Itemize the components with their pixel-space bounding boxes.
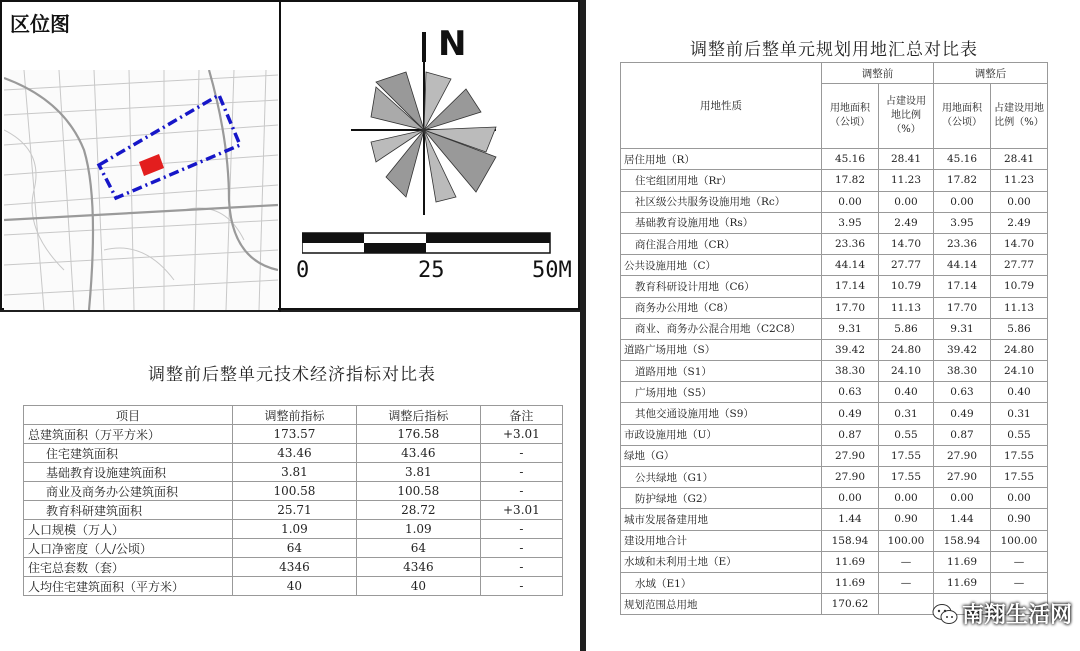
note-cell: - xyxy=(480,463,562,482)
table-row xyxy=(621,361,1048,382)
land-type-cell: 公共绿地（G1） xyxy=(621,467,822,488)
table-row xyxy=(621,551,1048,572)
land-type-cell: 居住用地（R） xyxy=(621,149,822,170)
area-before-cell: 38.30 xyxy=(822,361,879,382)
ratio-before-cell: 0.31 xyxy=(879,403,934,424)
after-cell: 43.46 xyxy=(356,444,480,463)
ratio-after-cell: 10.79 xyxy=(991,276,1048,297)
ratio-before-cell: 24.10 xyxy=(879,361,934,382)
area-after-cell: 0.00 xyxy=(934,488,991,509)
ratio-after-cell: 0.90 xyxy=(991,509,1048,530)
ratio-after-cell: 0.31 xyxy=(991,403,1048,424)
ratio-before-cell xyxy=(879,594,934,615)
after-cell: 40 xyxy=(356,577,480,596)
before-cell: 100.58 xyxy=(233,482,357,501)
item-cell: 总建筑面积（万平方米） xyxy=(24,425,233,444)
after-cell: 28.72 xyxy=(356,501,480,520)
watermark-text: 南翔生活网 xyxy=(961,603,1072,628)
table-row xyxy=(621,318,1048,339)
note-cell: - xyxy=(480,539,562,558)
area-before-cell: 23.36 xyxy=(822,233,879,254)
area-before-cell: 39.42 xyxy=(822,339,879,360)
ratio-after-cell: 2.49 xyxy=(991,212,1048,233)
table-row xyxy=(621,297,1048,318)
area-after-cell: 39.42 xyxy=(934,339,991,360)
ratio-after-cell: — xyxy=(991,551,1048,572)
area-before-cell: 0.00 xyxy=(822,191,879,212)
area-after-cell: 27.90 xyxy=(934,445,991,466)
wind-rose-icon xyxy=(346,27,506,217)
note-cell: - xyxy=(480,482,562,501)
area-after-cell: 17.14 xyxy=(934,276,991,297)
scale-label-25: 25 xyxy=(418,258,445,283)
land-table-title: 调整前后整单元规划用地汇总对比表 xyxy=(690,40,978,60)
table-header-row xyxy=(24,406,563,425)
header-after: 调整后指标 xyxy=(356,406,480,425)
area-after-cell: 3.95 xyxy=(934,212,991,233)
item-cell: 教育科研建筑面积 xyxy=(24,501,233,520)
land-type-cell: 住宅组团用地（Rr） xyxy=(621,170,822,191)
table-row xyxy=(621,403,1048,424)
header-before: 调整前指标 xyxy=(233,406,357,425)
ratio-after-cell: 11.23 xyxy=(991,170,1048,191)
ratio-before-cell: 28.41 xyxy=(879,149,934,170)
after-cell: 1.09 xyxy=(356,520,480,539)
ratio-after-cell: 0.00 xyxy=(991,191,1048,212)
item-cell: 人均住宅建筑面积（平方米） xyxy=(24,577,233,596)
table-row xyxy=(24,482,563,501)
land-type-cell: 水域和未利用土地（E） xyxy=(621,551,822,572)
after-cell: 4346 xyxy=(356,558,480,577)
table-row xyxy=(24,425,563,444)
area-before-cell: 170.62 xyxy=(822,594,879,615)
ratio-before-cell: 0.55 xyxy=(879,424,934,445)
table-row xyxy=(621,170,1048,191)
ratio-before-cell: 0.90 xyxy=(879,509,934,530)
table-row xyxy=(621,467,1048,488)
table-row xyxy=(24,444,563,463)
before-cell: 173.57 xyxy=(233,425,357,444)
table-row xyxy=(24,539,563,558)
area-after-cell: 23.36 xyxy=(934,233,991,254)
land-type-cell: 绿地（G） xyxy=(621,445,822,466)
area-before-cell: 0.00 xyxy=(822,488,879,509)
note-cell: - xyxy=(480,577,562,596)
header-before: 调整前 xyxy=(822,63,934,84)
ratio-before-cell: 27.77 xyxy=(879,255,934,276)
ratio-after-cell: 24.10 xyxy=(991,361,1048,382)
area-before-cell: 11.69 xyxy=(822,572,879,593)
table-row xyxy=(24,558,563,577)
item-cell: 人口规模（万人） xyxy=(24,520,233,539)
land-type-cell: 道路广场用地（S） xyxy=(621,339,822,360)
header-ratio-after: 占建设用地比例（%） xyxy=(991,84,1048,149)
note-cell: +3.01 xyxy=(480,501,562,520)
tech-table-title: 调整前后整单元技术经济指标对比表 xyxy=(148,365,436,385)
area-after-cell: 9.31 xyxy=(934,318,991,339)
table-row xyxy=(621,509,1048,530)
after-cell: 100.58 xyxy=(356,482,480,501)
ratio-after-cell: 5.86 xyxy=(991,318,1048,339)
table-row xyxy=(621,424,1048,445)
street-map[interactable] xyxy=(4,70,278,310)
ratio-before-cell: 17.55 xyxy=(879,467,934,488)
table-row xyxy=(621,233,1048,254)
area-before-cell: 44.14 xyxy=(822,255,879,276)
ratio-before-cell: 100.00 xyxy=(879,530,934,551)
ratio-after-cell: 27.77 xyxy=(991,255,1048,276)
land-type-cell: 城市发展备建用地 xyxy=(621,509,822,530)
header-area-before: 用地面积（公顷） xyxy=(822,84,879,149)
wechat-icon xyxy=(932,603,958,625)
header-ratio-before: 占建设用地比例（%） xyxy=(879,84,934,149)
land-type-cell: 其他交通设施用地（S9） xyxy=(621,403,822,424)
ratio-before-cell: 5.86 xyxy=(879,318,934,339)
table-row xyxy=(621,212,1048,233)
header-nature: 用地性质 xyxy=(621,63,822,149)
area-before-cell: 3.95 xyxy=(822,212,879,233)
table-row xyxy=(621,530,1048,551)
table-row xyxy=(621,339,1048,360)
before-cell: 1.09 xyxy=(233,520,357,539)
scale-label-50: 50M xyxy=(532,258,572,283)
land-type-cell: 防护绿地（G2） xyxy=(621,488,822,509)
table-row xyxy=(621,488,1048,509)
area-after-cell: 0.63 xyxy=(934,382,991,403)
land-type-cell: 基础教育设施用地（Rs） xyxy=(621,212,822,233)
land-type-cell: 商务办公用地（C8） xyxy=(621,297,822,318)
ratio-after-cell: — xyxy=(991,572,1048,593)
area-after-cell: 38.30 xyxy=(934,361,991,382)
table-row xyxy=(621,276,1048,297)
area-before-cell: 17.70 xyxy=(822,297,879,318)
area-after-cell: 45.16 xyxy=(934,149,991,170)
before-cell: 64 xyxy=(233,539,357,558)
area-after-cell: 0.49 xyxy=(934,403,991,424)
area-after-cell: 27.90 xyxy=(934,467,991,488)
ratio-before-cell: 24.80 xyxy=(879,339,934,360)
scale-label-0: 0 xyxy=(296,258,310,283)
table-row xyxy=(24,501,563,520)
area-after-cell: 0.00 xyxy=(934,191,991,212)
before-cell: 40 xyxy=(233,577,357,596)
ratio-after-cell: 28.41 xyxy=(991,149,1048,170)
ratio-before-cell: 11.13 xyxy=(879,297,934,318)
ratio-after-cell: 17.55 xyxy=(991,467,1048,488)
item-cell: 商业及商务办公建筑面积 xyxy=(24,482,233,501)
ratio-after-cell: 0.40 xyxy=(991,382,1048,403)
ratio-before-cell: 17.55 xyxy=(879,445,934,466)
table-row xyxy=(24,520,563,539)
header-area-after: 用地面积（公顷） xyxy=(934,84,991,149)
note-cell: - xyxy=(480,444,562,463)
area-before-cell: 11.69 xyxy=(822,551,879,572)
land-type-cell: 道路用地（S1） xyxy=(621,361,822,382)
ratio-after-cell: 11.13 xyxy=(991,297,1048,318)
area-before-cell: 17.82 xyxy=(822,170,879,191)
before-cell: 4346 xyxy=(233,558,357,577)
land-type-cell: 建设用地合计 xyxy=(621,530,822,551)
ratio-before-cell: 10.79 xyxy=(879,276,934,297)
after-cell: 64 xyxy=(356,539,480,558)
land-type-cell: 水域（E1） xyxy=(621,572,822,593)
area-before-cell: 0.63 xyxy=(822,382,879,403)
area-before-cell: 9.31 xyxy=(822,318,879,339)
note-cell: - xyxy=(480,520,562,539)
map-title: 区位图 xyxy=(10,12,70,36)
table-row xyxy=(621,191,1048,212)
location-map-panel xyxy=(0,0,580,310)
area-before-cell: 0.49 xyxy=(822,403,879,424)
item-cell: 基础教育设施建筑面积 xyxy=(24,463,233,482)
scale-bar xyxy=(302,232,552,254)
ratio-before-cell: 0.00 xyxy=(879,488,934,509)
ratio-after-cell: 24.80 xyxy=(991,339,1048,360)
area-after-cell: 11.69 xyxy=(934,572,991,593)
table-row xyxy=(24,463,563,482)
ratio-before-cell: 14.70 xyxy=(879,233,934,254)
item-cell: 人口净密度（人/公顷） xyxy=(24,539,233,558)
area-after-cell: 44.14 xyxy=(934,255,991,276)
land-type-cell: 商住混合用地（CR） xyxy=(621,233,822,254)
before-cell: 3.81 xyxy=(233,463,357,482)
area-before-cell: 17.14 xyxy=(822,276,879,297)
ratio-before-cell: 0.40 xyxy=(879,382,934,403)
area-after-cell: 17.70 xyxy=(934,297,991,318)
note-cell: +3.01 xyxy=(480,425,562,444)
ratio-before-cell: — xyxy=(879,551,934,572)
table-row xyxy=(621,149,1048,170)
north-label: N xyxy=(438,24,467,64)
area-after-cell: 17.82 xyxy=(934,170,991,191)
table-row xyxy=(24,577,563,596)
header-item: 项目 xyxy=(24,406,233,425)
land-type-cell: 市政设施用地（U） xyxy=(621,424,822,445)
ratio-before-cell: — xyxy=(879,572,934,593)
ratio-after-cell: 17.55 xyxy=(991,445,1048,466)
item-cell: 住宅建筑面积 xyxy=(24,444,233,463)
area-before-cell: 45.16 xyxy=(822,149,879,170)
ratio-before-cell: 0.00 xyxy=(879,191,934,212)
header-note: 备注 xyxy=(480,406,562,425)
ratio-before-cell: 11.23 xyxy=(879,170,934,191)
table-header-row xyxy=(621,63,1048,84)
tech-indicator-table xyxy=(23,405,563,596)
area-after-cell: 158.94 xyxy=(934,530,991,551)
before-cell: 25.71 xyxy=(233,501,357,520)
land-type-cell: 公共设施用地（C） xyxy=(621,255,822,276)
area-before-cell: 158.94 xyxy=(822,530,879,551)
land-type-cell: 社区级公共服务设施用地（Rc） xyxy=(621,191,822,212)
land-type-cell: 教育科研设计用地（C6） xyxy=(621,276,822,297)
note-cell: - xyxy=(480,558,562,577)
area-after-cell: 1.44 xyxy=(934,509,991,530)
ratio-after-cell: 0.55 xyxy=(991,424,1048,445)
map-divider xyxy=(279,2,281,312)
table-row xyxy=(621,445,1048,466)
area-before-cell: 0.87 xyxy=(822,424,879,445)
land-use-table xyxy=(620,62,1048,615)
area-before-cell: 27.90 xyxy=(822,445,879,466)
table-row xyxy=(621,382,1048,403)
after-cell: 176.58 xyxy=(356,425,480,444)
ratio-after-cell: 0.00 xyxy=(991,488,1048,509)
ratio-after-cell: 14.70 xyxy=(991,233,1048,254)
tech-indicator-panel xyxy=(0,312,580,651)
item-cell: 住宅总套数（套） xyxy=(24,558,233,577)
area-after-cell: 11.69 xyxy=(934,551,991,572)
area-before-cell: 1.44 xyxy=(822,509,879,530)
ratio-after-cell: 100.00 xyxy=(991,530,1048,551)
before-cell: 43.46 xyxy=(233,444,357,463)
header-after: 调整后 xyxy=(934,63,1048,84)
table-row xyxy=(621,255,1048,276)
land-type-cell: 规划范围总用地 xyxy=(621,594,822,615)
watermark xyxy=(932,598,1072,629)
land-use-panel xyxy=(586,0,1080,651)
land-type-cell: 商业、商务办公混合用地（C2C8） xyxy=(621,318,822,339)
land-type-cell: 广场用地（S5） xyxy=(621,382,822,403)
table-row xyxy=(621,572,1048,593)
area-before-cell: 27.90 xyxy=(822,467,879,488)
ratio-before-cell: 2.49 xyxy=(879,212,934,233)
area-after-cell: 0.87 xyxy=(934,424,991,445)
after-cell: 3.81 xyxy=(356,463,480,482)
